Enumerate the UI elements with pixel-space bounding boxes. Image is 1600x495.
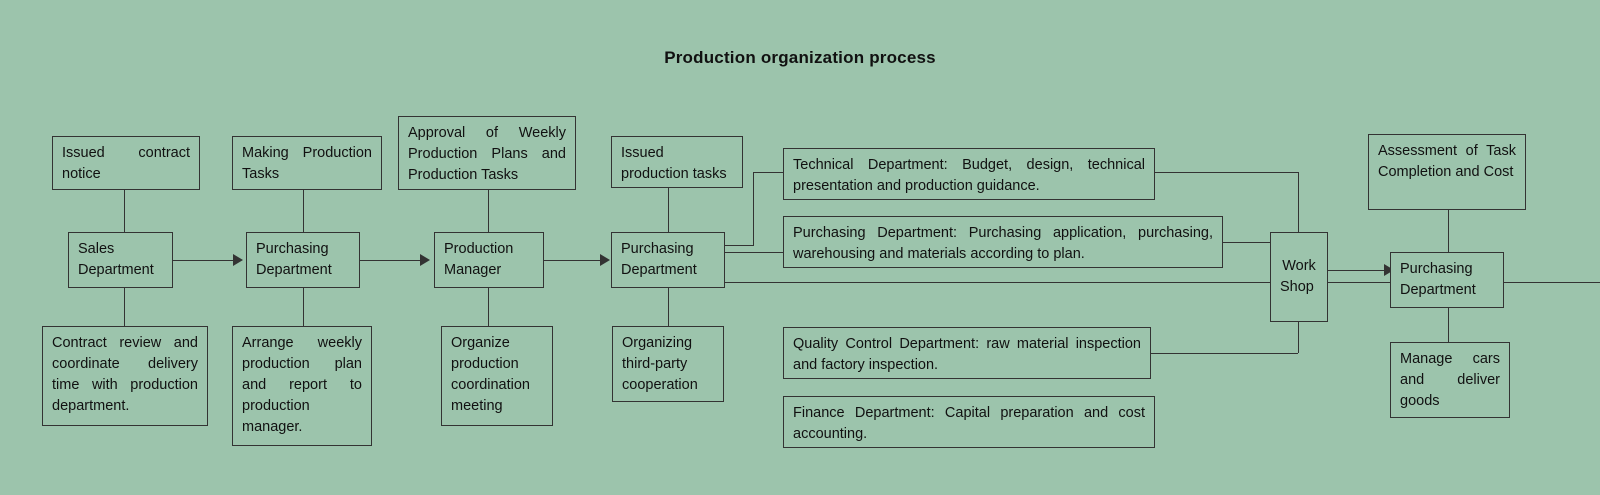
node-purchasing-department-2: Purchasing Department: [611, 232, 725, 288]
node-organize-meeting: Organize production coordination meeting: [441, 326, 553, 426]
node-sales-department: Sales Department: [68, 232, 173, 288]
node-production-manager: Production Manager: [434, 232, 544, 288]
arrowhead-manager-to-purchasing2: [600, 254, 610, 266]
connector-workshop-to-purchasing3: [1328, 270, 1386, 271]
connector-workshop-trunk-top: [1298, 172, 1299, 232]
connector-sales-to-purchasing1: [173, 260, 233, 261]
page-title: Production organization process: [664, 48, 936, 67]
connector-purchasing3-to-manage: [1448, 308, 1449, 342]
node-assessment-task: Assessment of Task Completion and Cost: [1368, 134, 1526, 210]
node-quality-control: Quality Control Department: raw material inspection and factory inspection.: [783, 327, 1151, 379]
node-purchasing-department-1: Purchasing Department: [246, 232, 360, 288]
node-technical-department: Technical Department: Budget, design, technical presentation and production guidance.: [783, 148, 1155, 200]
connector-purchdetail-to-workshop: [1223, 242, 1271, 243]
node-arrange-weekly-plan: Arrange weekly production plan and report to production manager.: [232, 326, 372, 446]
arrowhead-purchasing1-to-manager: [420, 254, 430, 266]
connector-purchasing1-to-manager: [360, 260, 422, 261]
connector-issued-to-purchasing2: [668, 188, 669, 232]
node-organizing-third-party: Organizing third-party cooperation: [612, 326, 724, 402]
connector-manager-to-meeting: [488, 288, 489, 326]
node-finance-department: Finance Department: Capital preparation and cost accounting.: [783, 396, 1155, 448]
node-issued-production-tasks: Issued production tasks: [611, 136, 743, 188]
connector-sales-to-review: [124, 288, 125, 326]
connector-approval-to-manager: [488, 190, 489, 232]
connector-quality-to-workshop: [1151, 353, 1298, 354]
connector-assessment-to-purchasing3: [1448, 210, 1449, 252]
connector-making-to-purchasing1: [303, 190, 304, 232]
connector-purchasing2-to-technical-a: [725, 245, 753, 246]
connector-technical-to-workshop: [1155, 172, 1298, 173]
node-work-shop: Work Shop: [1270, 232, 1328, 322]
connector-purchasing2-to-thirdparty: [668, 288, 669, 326]
node-manage-cars: Manage cars and deliver goods: [1390, 342, 1510, 418]
connector-notice-to-sales: [124, 190, 125, 232]
node-purchasing-dept-detail: Purchasing Department: Purchasing application, purchasing, warehousing and materials according to plan.: [783, 216, 1223, 268]
connector-purchasing1-to-plan: [303, 288, 304, 326]
connector-manager-to-purchasing2: [544, 260, 602, 261]
arrowhead-sales-to-purchasing1: [233, 254, 243, 266]
connector-purchasing2-to-purchdetail: [725, 252, 783, 253]
node-purchasing-department-3: Purchasing Department: [1390, 252, 1504, 308]
node-making-production-tasks: Making Production Tasks: [232, 136, 382, 190]
node-contract-review: Contract review and coordinate delivery time with production department.: [42, 326, 208, 426]
node-approval-weekly-plans: Approval of Weekly Production Plans and Production Tasks: [398, 116, 576, 190]
connector-purchasing2-to-technical-b: [753, 172, 754, 246]
node-issued-contract-notice: Issued contract notice: [52, 136, 200, 190]
connector-workshop-trunk-bottom: [1298, 322, 1299, 353]
connector-purchasing2-to-technical-c: [753, 172, 783, 173]
